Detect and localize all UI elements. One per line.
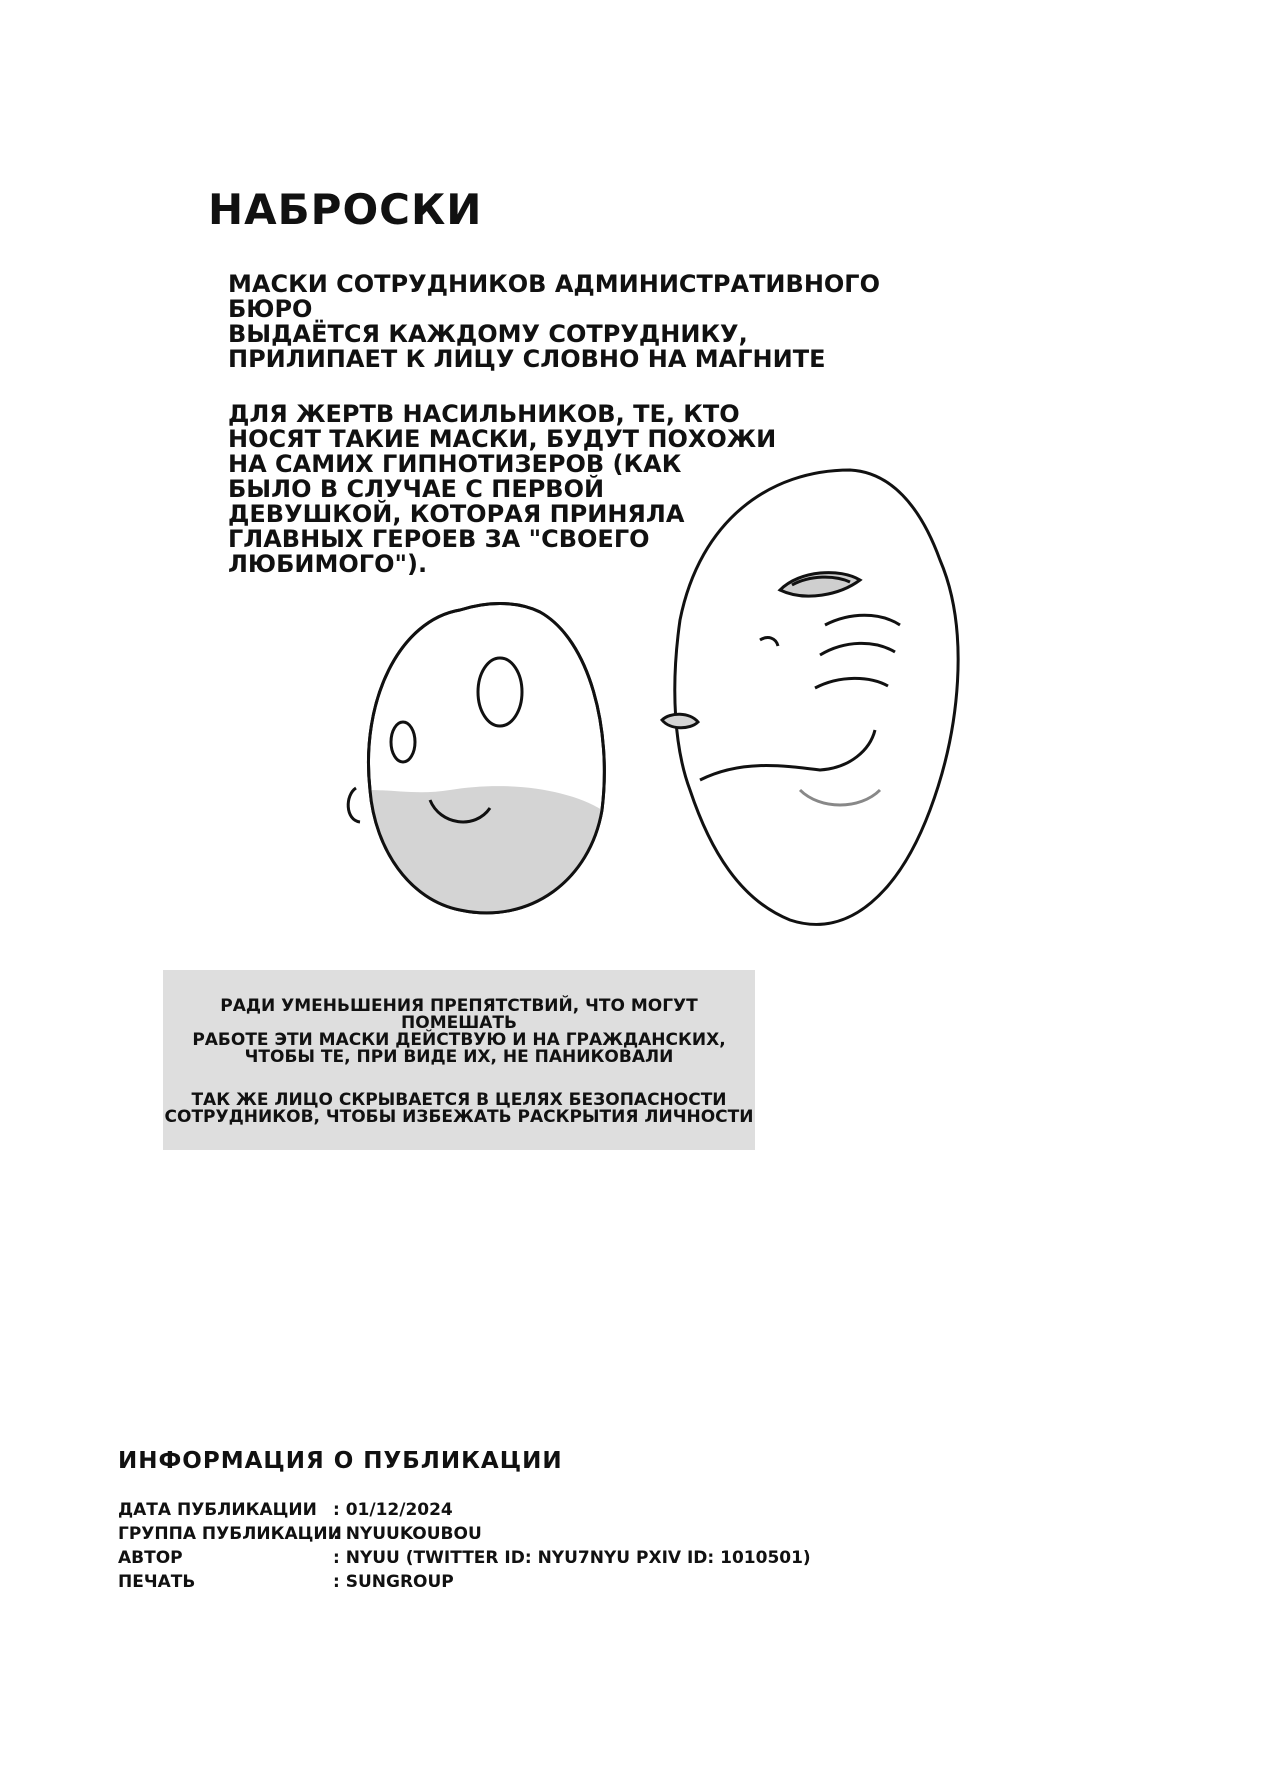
publication-label: ДАТА ПУБЛИКАЦИИ (118, 1500, 317, 1520)
note-paragraph-2: ТАК ЖЕ ЛИЦО СКРЫВАЕТСЯ В ЦЕЛЯХ БЕЗОПАСНОСТИ СОТРУДНИКОВ, ЧТОБЫ ИЗБЕЖАТЬ РАСКРЫТИЯ ЛИЧНОСТИ (164, 1090, 754, 1127)
publication-value: : NYUU (TWITTER ID: NYU7NYU PXIV ID: 1010501) (333, 1548, 811, 1568)
publication-heading: ИНФОРМАЦИЯ О ПУБЛИКАЦИИ (118, 1448, 563, 1474)
publication-label: ГРУППА ПУБЛИКАЦИИ (118, 1524, 342, 1544)
publication-value: : NYUUKOUBOU (333, 1524, 482, 1544)
paragraph-masks: МАСКИ СОТРУДНИКОВ АДМИНИСТРАТИВНОГО БЮРО (228, 270, 880, 323)
note-box (163, 970, 755, 1150)
mask-sketches (340, 430, 1060, 950)
publication-label: АВТОР (118, 1548, 183, 1568)
note-paragraph-1: РАДИ УМЕНЬШЕНИЯ ПРЕПЯТСТВИЙ, ЧТО МОГУТ ПОМЕШАТЬ РАБОТЕ ЭТИ МАСКИ ДЕЙСТВУЮ И НА ГРАЖДАНСКИХ, ЧТОБЫ ТЕ, ПРИ ВИДЕ ИХ, НЕ ПАНИКОВАЛИ (192, 996, 726, 1067)
fox-mask-sketch (662, 470, 958, 924)
publication-value: : SUNGROUP (333, 1572, 454, 1592)
paragraph-issued: ВЫДАЁТСЯ КАЖДОМУ СОТРУДНИКУ, ПРИЛИПАЕТ К ЛИЦУ СЛОВНО НА МАГНИТЕ (228, 320, 826, 373)
round-mask-sketch (348, 604, 604, 913)
publication-label: ПЕЧАТЬ (118, 1572, 196, 1592)
publication-value: : 01/12/2024 (333, 1500, 453, 1520)
paragraph-victims: ДЛЯ ЖЕРТВ НАСИЛЬНИКОВ, ТЕ, КТО НОСЯТ ТАКИЕ МАСКИ, БУДУТ ПОХОЖИ НА САМИХ ГИПНОТИЗЕРОВ (КАК БЫЛО В СЛУЧАЕ С ПЕРВОЙ ДЕВУШКОЙ, КОТОРАЯ ПРИНЯЛА ГЛАВНЫХ ГЕРОЕВ ЗА "СВОЕГО ЛЮБИМОГО"). (228, 400, 777, 578)
page-title: НАБРОСКИ (208, 185, 483, 234)
